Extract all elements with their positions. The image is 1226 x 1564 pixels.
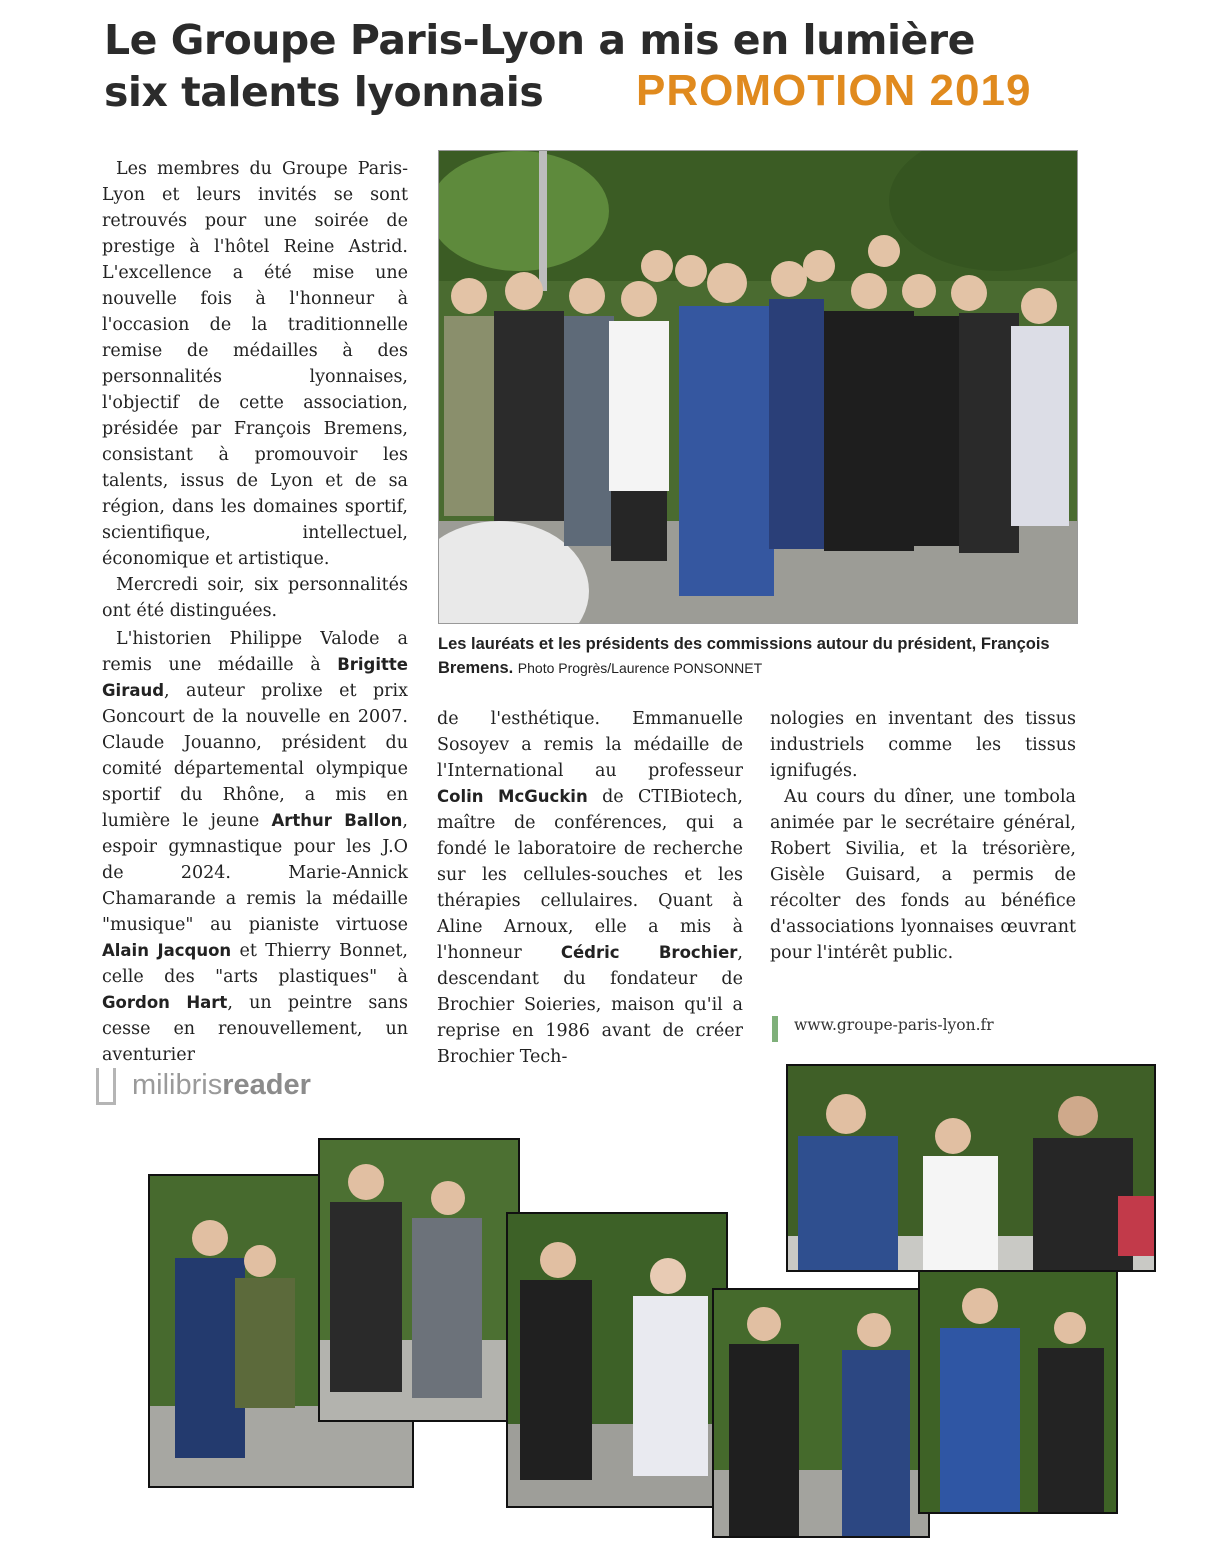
- article-column-1-bottom: [102, 626, 408, 1068]
- article-paragraph-5: nologies en inventant des tissus industriels comme les tissus ignifugés.: [770, 709, 1076, 781]
- photo-credit: Photo Progrès/Laurence PONSONNET: [517, 660, 763, 676]
- watermark-bold: reader: [222, 1069, 311, 1102]
- website-link[interactable]: [772, 1016, 994, 1034]
- article-paragraph-3: [102, 626, 408, 1068]
- collage-photo-1: [786, 1064, 1156, 1272]
- group-photo: [438, 150, 1078, 624]
- article-paragraph-6: Au cours du dîner, une tombola animée par le secrétaire général, Robert Sivilia, et la trésorière, Gisèle Guisard, a permis de récolter des fonds au bénéfice d'associations lyonnaises œuvrant pour l'intérêt public.: [770, 787, 1076, 963]
- text-run: et Thierry Bonnet, celle des "arts plastiques" à: [102, 941, 408, 987]
- website-url: www.groupe-paris-lyon.fr: [794, 1016, 994, 1034]
- watermark-light: milibris: [132, 1069, 223, 1102]
- laureate-name: Alain Jacquon: [102, 941, 232, 960]
- article-column-1-top: [102, 156, 408, 624]
- milibris-watermark: [96, 1068, 311, 1105]
- article-paragraph-1: Les membres du Groupe Paris-Lyon et leurs invités se sont retrouvés pour une soirée de prestige à l'hôtel Reine Astrid. L'excellence a été mise une nouvelle fois à l'honneur à l'occasion de la traditionnelle remise de médailles à des personnalités lyonnaises, l'objectif de cette association, présidée par François Bremens, consistant à promouvoir les talents, issus de Lyon et de sa région, dans les domaines sportif, scientifique, intellectuel, économique et artistique.: [102, 159, 408, 569]
- headline-line-1: Le Groupe Paris-Lyon a mis en lumière: [104, 16, 975, 64]
- laureate-name: Brigitte Giraud: [102, 655, 408, 700]
- caption-text: Les lauréats et les présidents des commissions autour du président, François Bremens.: [438, 635, 1050, 677]
- headline-line-2: six talents lyonnais: [104, 68, 544, 116]
- promotion-label: PROMOTION 2019: [636, 66, 1032, 115]
- milibris-logo-icon: [96, 1068, 116, 1105]
- photo-caption: [438, 632, 1078, 680]
- text-run: , descendant du fondateur de Brochier Soieries, maison qu'il a reprise en 1986 avant de créer Brochier Tech-: [437, 943, 743, 1067]
- article-column-2: [437, 706, 743, 1070]
- article-column-3: [770, 706, 1076, 966]
- collage-photo-4: [506, 1212, 728, 1508]
- collage-photo-5: [712, 1288, 930, 1538]
- text-run: de l'esthétique. Emmanuelle Sosoyev a remis la médaille de l'International au professeur: [437, 709, 743, 781]
- website-marker: [772, 1016, 778, 1042]
- text-run: de CTIBiotech, maître de conférences, qui a fondé le laboratoire de recherche sur les cellules-souches et les thérapies cellulaires. Quant à Aline Arnoux, elle a mis à l'honneur: [437, 787, 743, 963]
- laureate-name: Colin McGuckin: [437, 787, 588, 806]
- laureate-name: Arthur Ballon: [271, 811, 403, 830]
- text-run: L'historien Philippe Valode a remis une médaille à: [102, 629, 408, 675]
- text-run: , auteur prolixe et prix Goncourt de la nouvelle en 2007. Claude Jouanno, président du comité départemental olympique sportif du Rhône, a mis en lumière le jeune: [102, 681, 408, 831]
- text-run: , un peintre sans cesse en renouvellement, un aventurier: [102, 993, 409, 1065]
- article-paragraph-2: Mercredi soir, six personnalités ont été distinguées.: [102, 575, 408, 621]
- collage-photo-6: [918, 1270, 1118, 1514]
- laureate-name: Gordon Hart: [102, 993, 228, 1012]
- article-paragraph-4: [437, 706, 743, 1070]
- text-run: , espoir gymnastique pour les J.O de 2024. Marie-Annick Chamarande a remis la médaille "musique" au pianiste virtuose: [102, 811, 408, 935]
- collage-photo-3: [318, 1138, 520, 1422]
- laureate-name: Cédric Brochier: [560, 943, 738, 962]
